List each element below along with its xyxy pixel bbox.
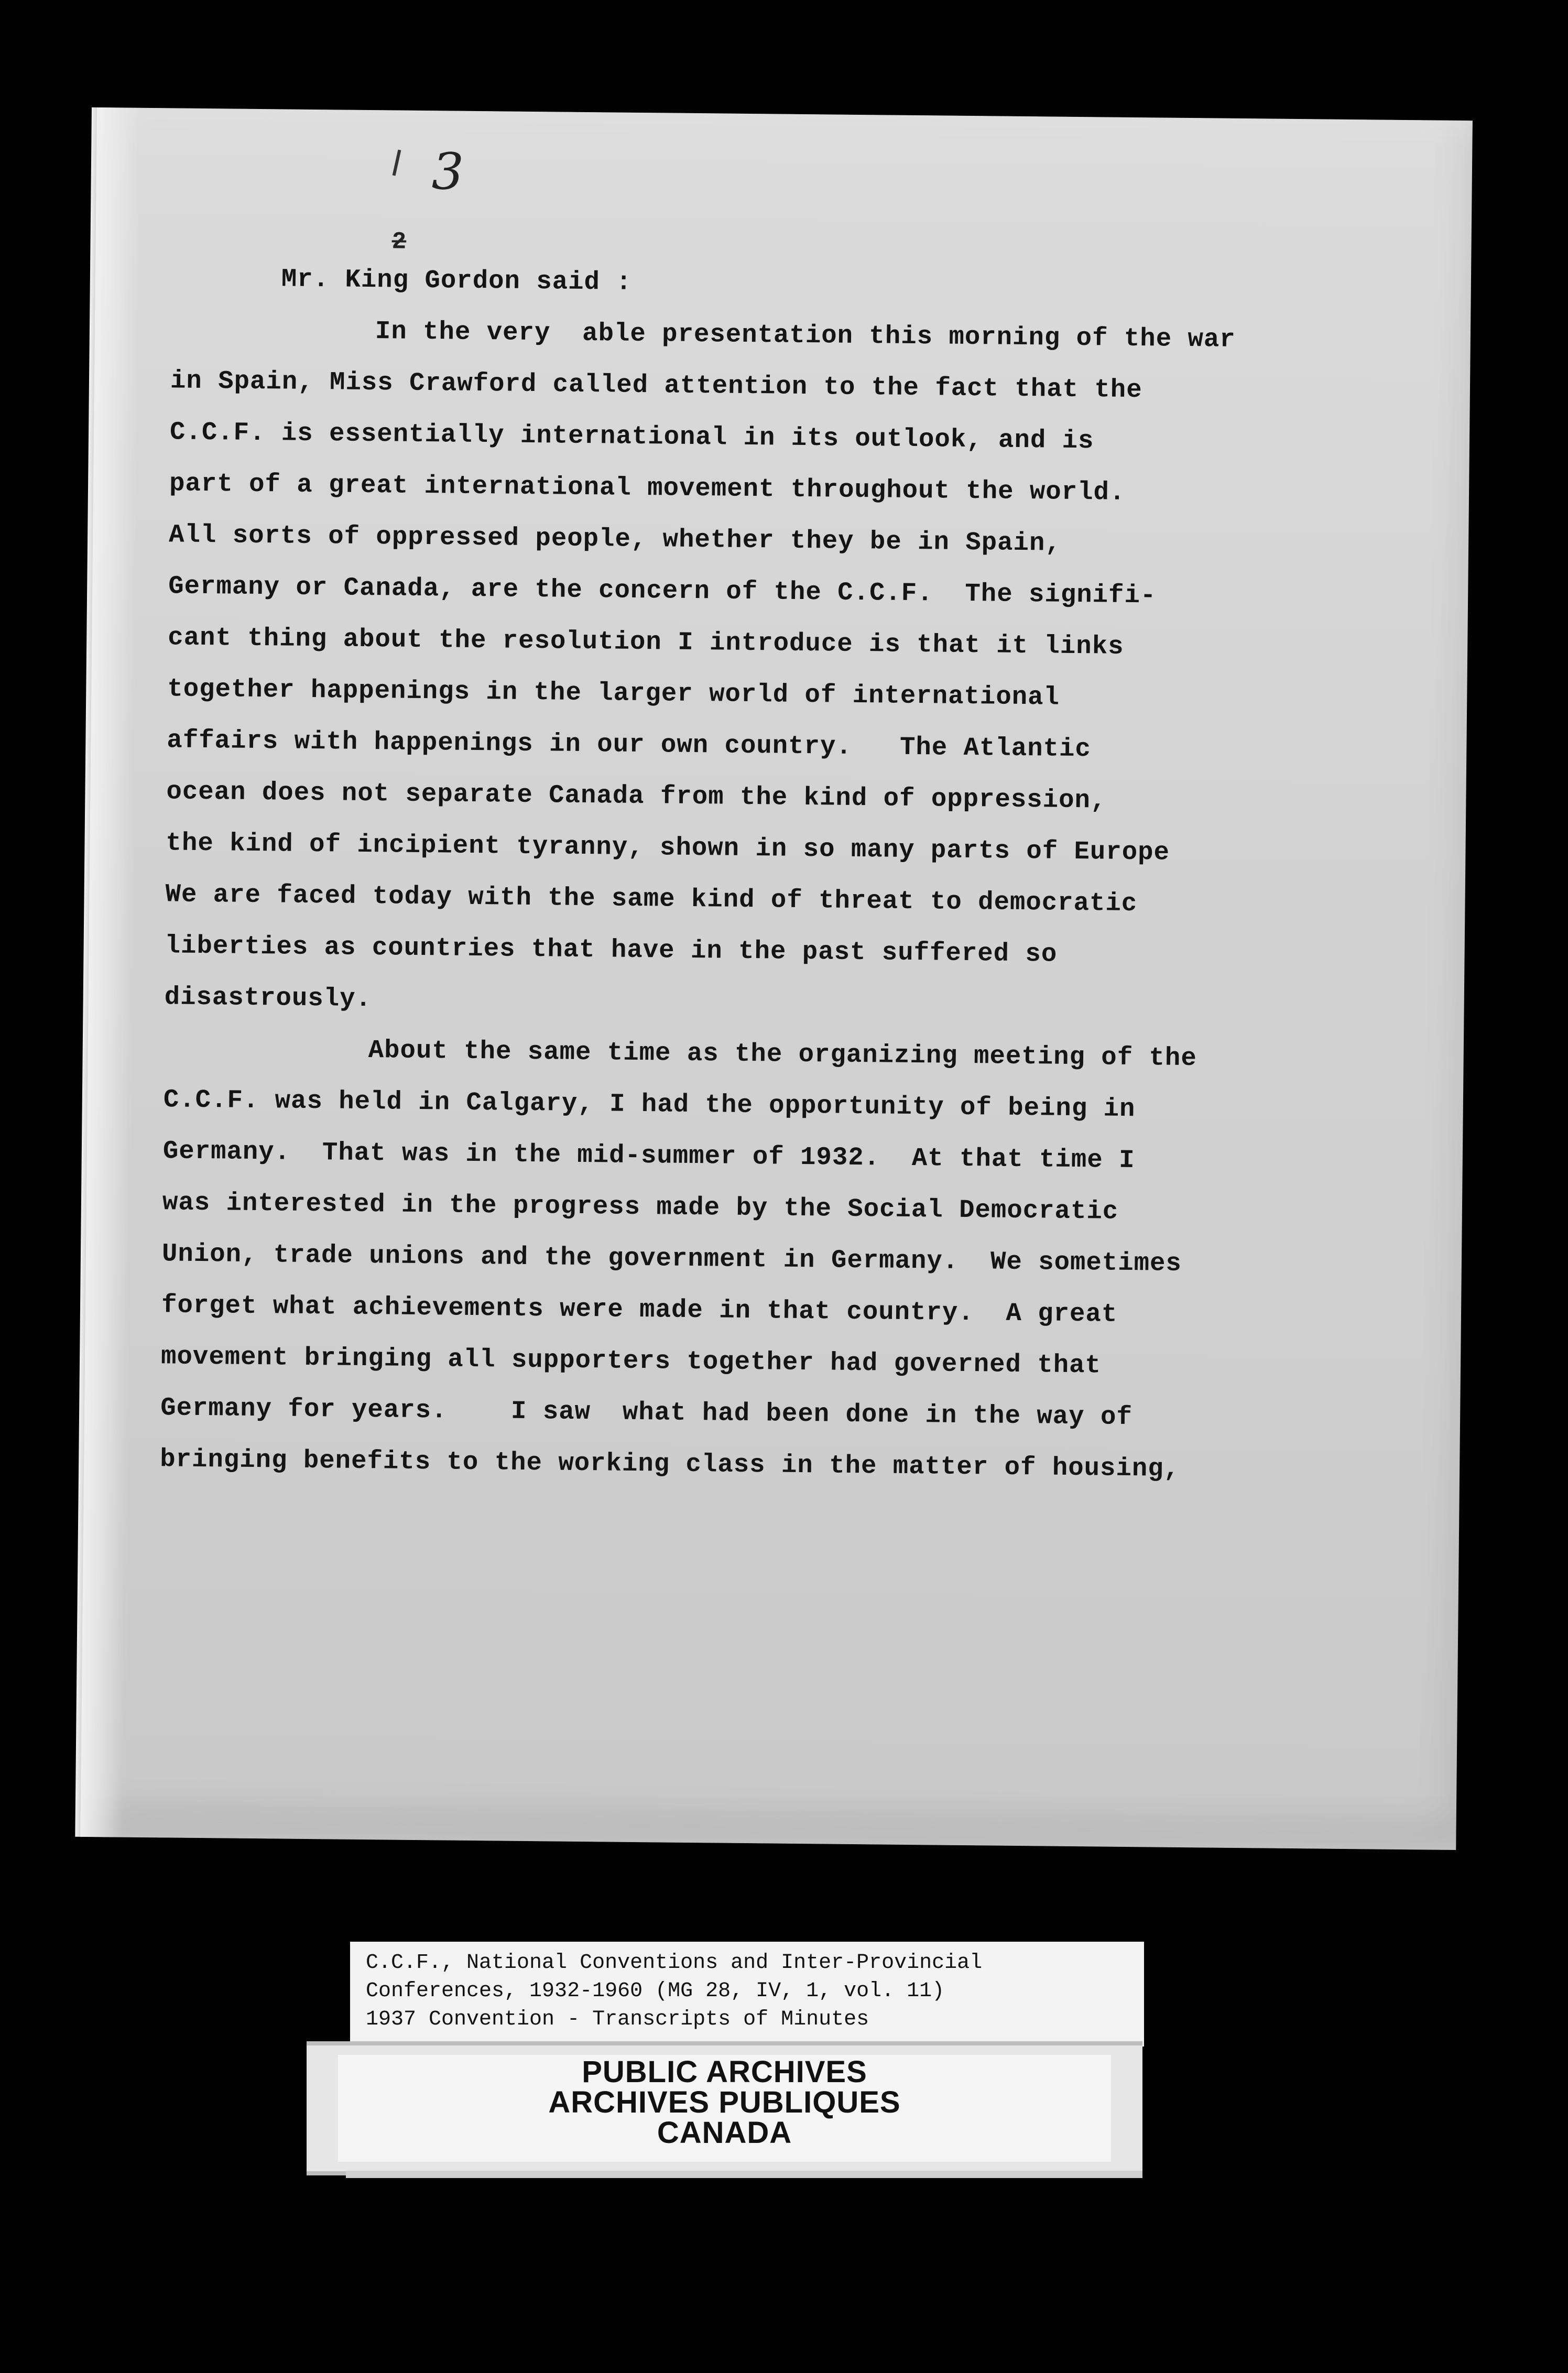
text-line: bringing benefits to the working class in the matter of housing,: [159, 1444, 1180, 1484]
text-line: was interested in the progress made by the Social Democratic: [162, 1188, 1119, 1226]
text-line: cant thing about the resolution I introduce is that it links: [168, 623, 1124, 661]
text-line: Germany for years. I saw what had been done in the way of: [160, 1393, 1133, 1432]
text-line: C.C.F. was held in Calgary, I had the opportunity of being in: [163, 1085, 1136, 1124]
text-line: the kind of incipient tyranny, shown in so many parts of Europe: [166, 828, 1170, 867]
text-line: in Spain, Miss Crawford called attention to the fact that the: [170, 366, 1142, 405]
text-line: together happenings in the larger world of international: [167, 674, 1060, 712]
stamp-line-archives-publiques: ARCHIVES PUBLIQUES: [548, 2085, 901, 2119]
text-line: Union, trade unions and the government in Germany. We sometimes: [161, 1239, 1182, 1278]
text-line: liberties as countries that have in the past suffered so: [165, 931, 1058, 969]
text-line: part of a great international movement throughout the world.: [169, 469, 1126, 507]
text-line: forget what achievements were made in that country. A great: [161, 1290, 1118, 1329]
page-number: 3: [431, 142, 464, 201]
text-line: ocean does not separate Canada from the kind of oppression,: [166, 777, 1107, 815]
archive-label-line: 1937 Convention - Transcripts of Minutes: [366, 2008, 869, 2031]
archives-stamp: [307, 2041, 1142, 2175]
speaker-heading: Mr. King Gordon said :: [281, 264, 633, 297]
stamp-base-strip: [346, 2171, 1142, 2178]
typed-page: [80, 107, 1473, 1850]
struck-page-number: 2: [391, 228, 407, 256]
text-line: In the very able presentation this morning of the war: [375, 317, 1236, 354]
archive-label: [350, 1942, 1144, 2047]
text-line: About the same time as the organizing meeting of the: [368, 1036, 1197, 1073]
stamp-line-public-archives: PUBLIC ARCHIVES: [582, 2055, 867, 2089]
pencil-mark: [393, 149, 401, 176]
text-line: C.C.F. is essentially international in its outlook, and is: [169, 417, 1094, 456]
archive-label-line: Conferences, 1932-1960 (MG 28, IV, 1, vol. 11): [366, 1979, 945, 2003]
text-line: movement bringing all supporters together had governed that: [160, 1342, 1102, 1380]
text-line: Germany. That was in the mid-summer of 1932. At that time I: [162, 1136, 1135, 1175]
archive-label-line: C.C.F., National Conventions and Inter-Provincial: [366, 1951, 983, 1975]
text-line: disastrously.: [164, 982, 372, 1014]
text-line: affairs with happenings in our own country. The Atlantic: [167, 725, 1092, 764]
stamp-text: [307, 2057, 1142, 2148]
text-line: We are faced today with the same kind of threat to democratic: [165, 879, 1138, 919]
stamp-line-canada: CANADA: [657, 2116, 792, 2150]
text-line: All sorts of oppressed people, whether they be in Spain,: [168, 520, 1062, 558]
transcript-text: [160, 252, 1324, 1496]
text-line: Germany or Canada, are the concern of the C.C.F. The signifi-: [168, 571, 1157, 611]
